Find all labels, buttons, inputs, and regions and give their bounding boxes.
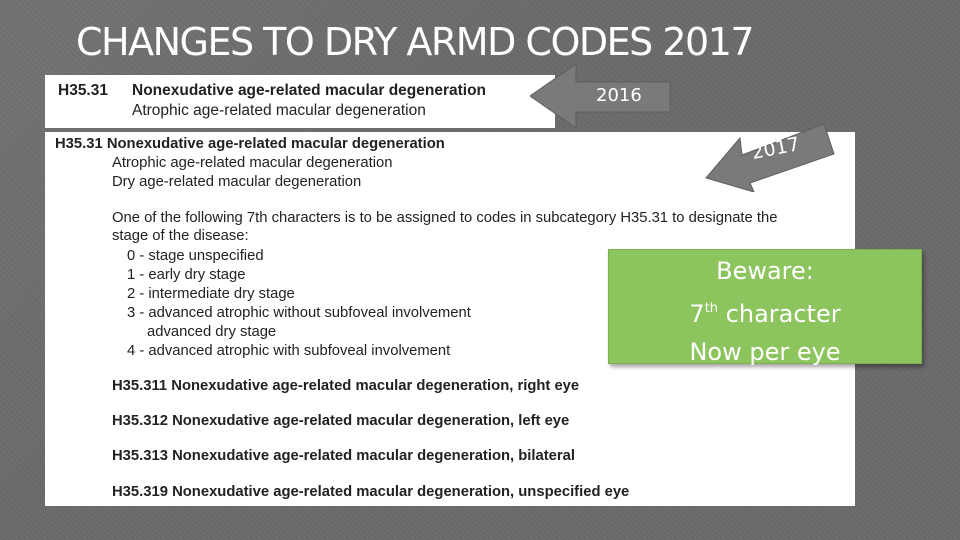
code-2017-header: H35.31 Nonexudative age-related macular degeneration bbox=[55, 136, 445, 152]
callout-superscript: th bbox=[704, 301, 719, 316]
callout-line-2 bbox=[609, 290, 921, 333]
slide-title: CHANGES TO DRY ARMD CODES 2017 bbox=[76, 20, 754, 64]
subcode-description: Nonexudative age-related macular degeneration, right eye bbox=[171, 378, 580, 394]
arrow-2016-label: 2016 bbox=[596, 85, 642, 106]
callout-number: 7 bbox=[689, 300, 705, 328]
subcode-description: Nonexudative age-related macular degeneration, left eye bbox=[172, 413, 570, 429]
subcode-row bbox=[112, 413, 569, 429]
subcode: H35.312 bbox=[112, 413, 168, 429]
subcode-description: Nonexudative age-related macular degeneration, unspecified eye bbox=[172, 484, 630, 500]
subcode-row bbox=[112, 448, 575, 464]
arrow-2017-label: 2017 bbox=[749, 133, 802, 164]
callout-line-1: Beware: bbox=[716, 257, 814, 285]
code-2017-synonym-2: Dry age-related macular degeneration bbox=[112, 174, 362, 190]
subcode-row bbox=[112, 378, 579, 394]
callout-line-3: Now per eye bbox=[689, 338, 841, 366]
instruction-line-2: stage of the disease: bbox=[112, 228, 249, 244]
subcode-row bbox=[112, 484, 629, 500]
subcode: H35.319 bbox=[112, 484, 168, 500]
subcode-description: Nonexudative age-related macular degeneration, bilateral bbox=[172, 448, 576, 464]
stage-item: 0 - stage unspecified bbox=[127, 248, 264, 264]
callout-line-2-text: character bbox=[718, 300, 841, 328]
code-box-2016 bbox=[45, 75, 555, 128]
subcode: H35.313 bbox=[112, 448, 168, 464]
code-2016: H35.31 bbox=[58, 82, 108, 99]
subcode: H35.311 bbox=[112, 378, 168, 394]
stage-item: 1 - early dry stage bbox=[127, 267, 246, 283]
code-2016-synonym: Atrophic age-related macular degeneration bbox=[132, 102, 426, 119]
code-2017-synonym-1: Atrophic age-related macular degeneration bbox=[112, 155, 393, 171]
arrow-2017 bbox=[702, 116, 842, 192]
arrow-2016 bbox=[530, 64, 675, 128]
beware-callout bbox=[608, 249, 922, 364]
stage-item-continuation: advanced dry stage bbox=[147, 324, 277, 340]
stage-item: 2 - intermediate dry stage bbox=[127, 286, 295, 302]
instruction-line-1: One of the following 7th characters is to be assigned to codes in subcategory H35.31 to designate the bbox=[112, 210, 778, 226]
stage-item: 3 - advanced atrophic without subfoveal involvement bbox=[127, 305, 471, 321]
code-2016-title: Nonexudative age-related macular degeneration bbox=[132, 82, 487, 99]
stage-item: 4 - advanced atrophic with subfoveal involvement bbox=[127, 343, 451, 359]
